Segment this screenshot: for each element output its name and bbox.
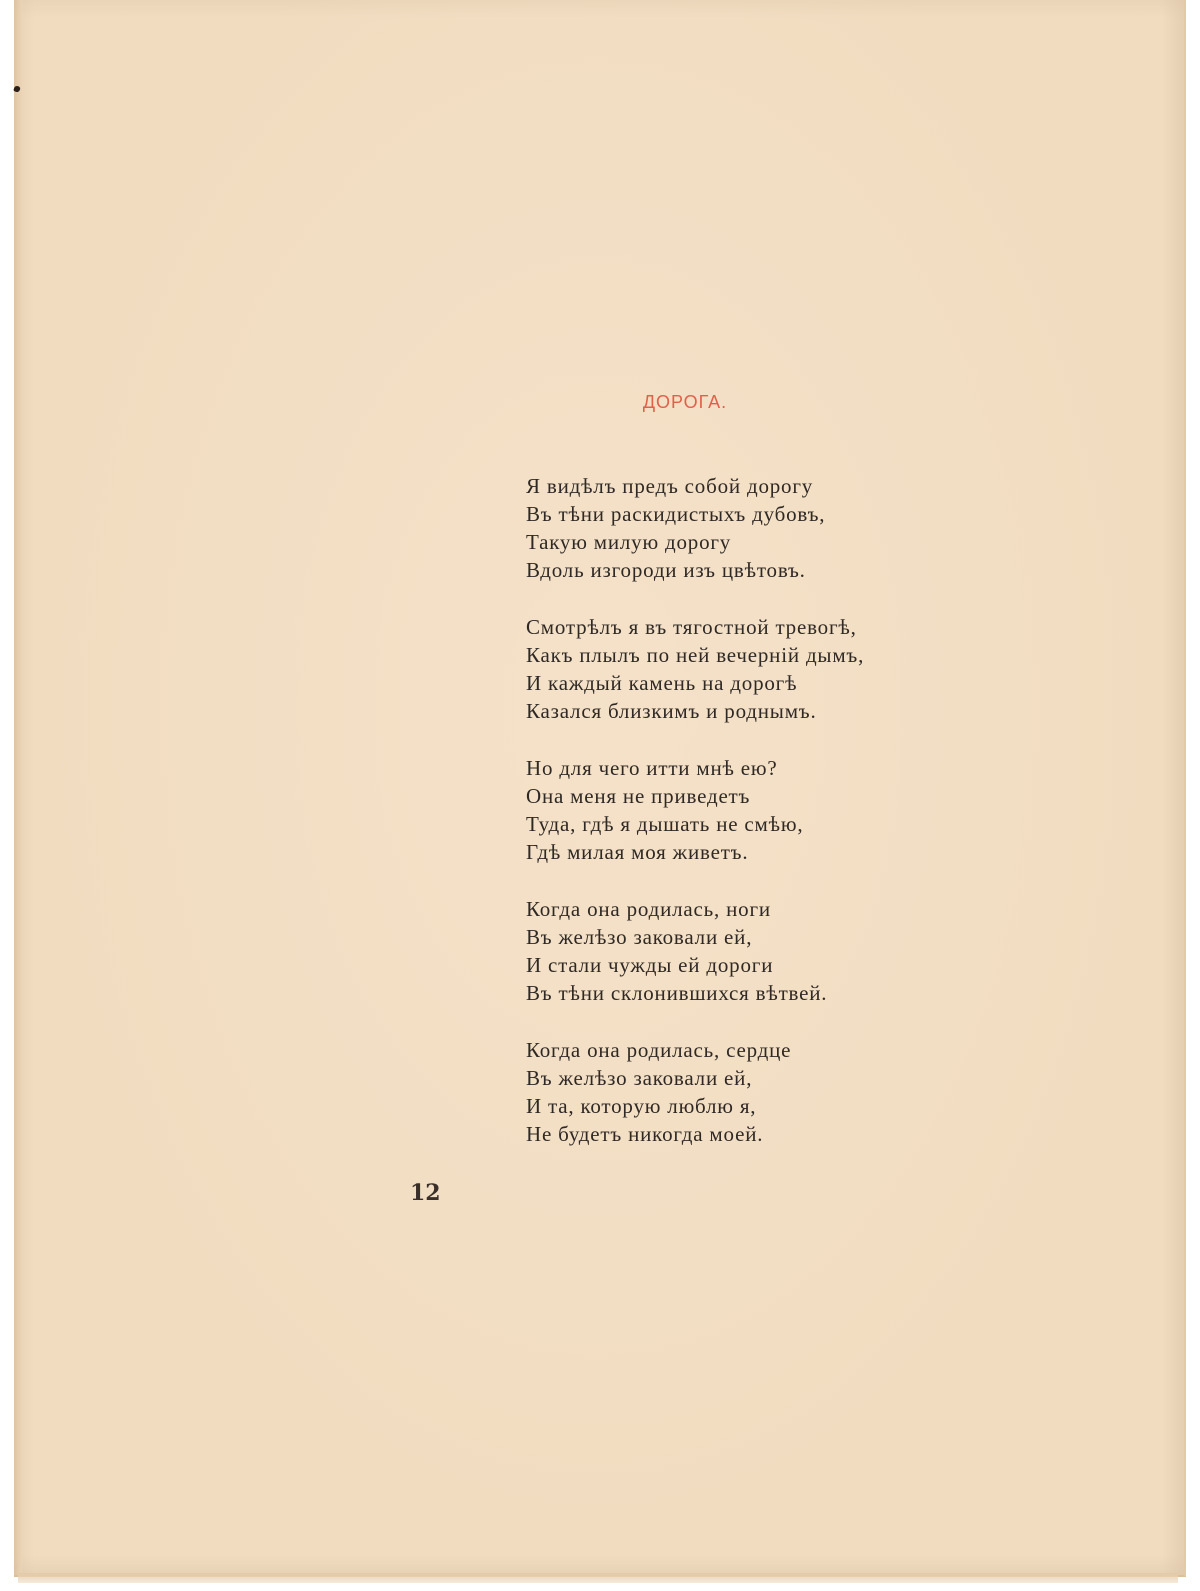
poem-line: Въ тѣни раскидистыхъ дубовъ, bbox=[526, 502, 826, 526]
poem-line: Въ тѣни склонившихся вѣтвей. bbox=[526, 981, 828, 1005]
poem-line: Не будетъ никогда моей. bbox=[526, 1122, 764, 1146]
poem-line: Въ желѣзо заковали ей, bbox=[526, 1066, 753, 1090]
stanza-4 bbox=[526, 895, 956, 1007]
poem-line: Гдѣ милая моя живетъ. bbox=[526, 840, 749, 864]
stanza-2 bbox=[526, 613, 956, 725]
poem-body bbox=[526, 472, 956, 1148]
poem-title: ДОРОГА. bbox=[642, 392, 728, 412]
poem-line: Въ желѣзо заковали ей, bbox=[526, 925, 753, 949]
poem-line: Вдоль изгороди изъ цвѣтовъ. bbox=[526, 558, 806, 582]
poem-line: Смотрѣлъ я въ тягостной тревогѣ, bbox=[526, 615, 857, 639]
stanza-5 bbox=[526, 1036, 956, 1148]
stanza-1 bbox=[526, 472, 956, 584]
poem-line: Такую милую дорогу bbox=[526, 530, 732, 554]
poem-line: Туда, гдѣ я дышать не смѣю, bbox=[526, 812, 804, 836]
poem-line: Какъ плылъ по ней вечерній дымъ, bbox=[526, 643, 865, 667]
poem-line: И стали чужды ей дороги bbox=[526, 953, 774, 977]
left-page-edge bbox=[14, 0, 22, 1575]
poem-line: Когда она родилась, ноги bbox=[526, 897, 771, 921]
poem-line: Я видѣлъ предъ собой дорогу bbox=[526, 474, 814, 498]
poem-line: И та, которую люблю я, bbox=[526, 1094, 757, 1118]
stanza-3 bbox=[526, 754, 956, 866]
poem-line: Но для чего итти мнѣ ею? bbox=[526, 756, 778, 780]
bottom-page-edge bbox=[18, 1573, 1178, 1583]
poem-line: Когда она родилась, сердце bbox=[526, 1038, 792, 1062]
page-number: 12 bbox=[410, 1180, 441, 1206]
poem-line: Казался близкимъ и роднымъ. bbox=[526, 699, 817, 723]
poem-line: Она меня не приведетъ bbox=[526, 784, 751, 808]
poem-line: И каждый камень на дорогѣ bbox=[526, 671, 798, 695]
